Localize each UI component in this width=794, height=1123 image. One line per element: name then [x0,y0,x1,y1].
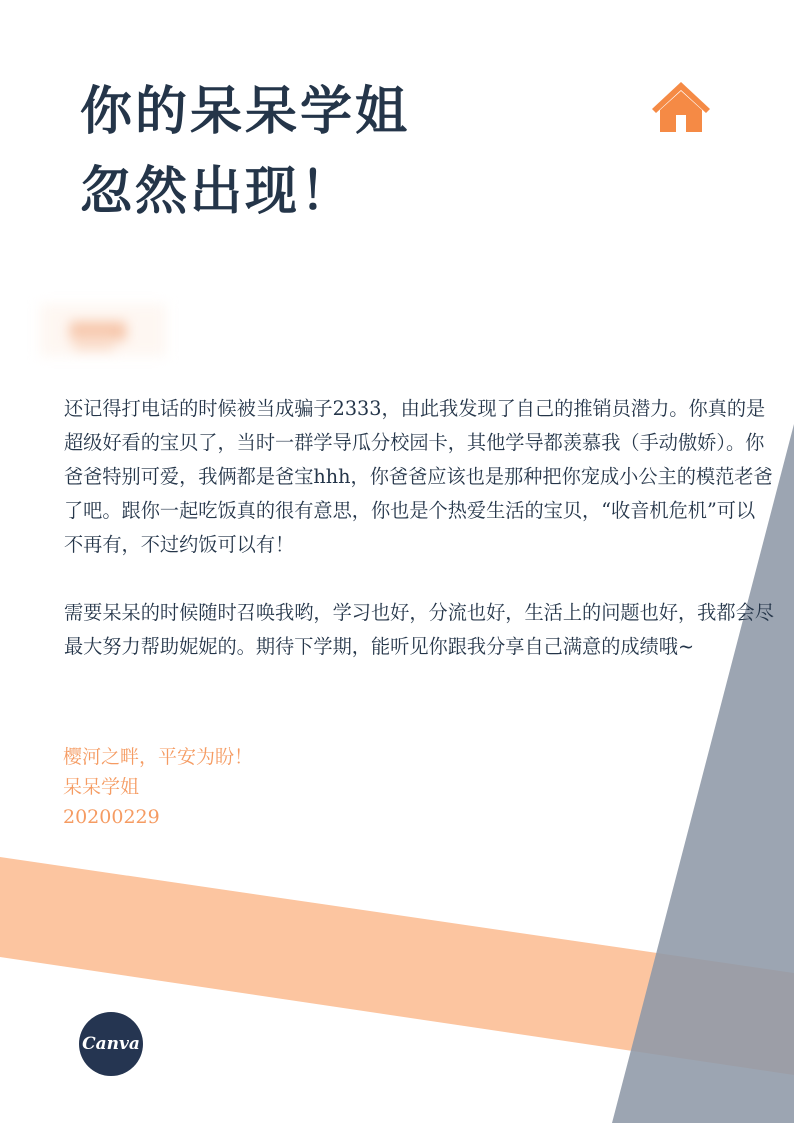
signoff-signature: 呆呆学姐 [63,776,140,798]
body-paragraph-2: 需要呆呆的时候随时召唤我哟，学习也好，分流也好，生活上的问题也好，我都会尽最大努力帮助妮妮的。期待下学期，能听见你跟我分享自己满意的成绩哦~ [64,601,774,658]
title-line-1: 你的呆呆学姐 [80,81,411,142]
body-paragraph-1: 还记得打电话的时候被当成骗子2333，由此我发现了自己的推销员潜力。你真的是超级好看的宝贝了，当时一群学导瓜分校园卡，其他学导都羡慕我（手动傲娇）。你爸爸特别可爱，我俩都是爸宝hhh，你爸爸应该也是那种把你宠成小公主的模范老爸了吧。跟你一起吃饭真的很有意思，你也是个热爱生活的宝贝，“收音机危机”可以不再有，不过约饭可以有！ [64,397,773,556]
signoff-date: 20200229 [63,806,160,828]
canva-logo-text: Canva [82,1034,140,1054]
signoff-motto: 樱河之畔，平安为盼！ [63,746,254,768]
canva-logo [79,1012,143,1076]
title-line-2: 忽然出现！ [80,161,356,222]
redacted-recipient-name [36,296,176,360]
letter-body [64,392,774,698]
page-title [80,72,410,232]
signoff [63,742,253,832]
home-icon [650,80,712,134]
